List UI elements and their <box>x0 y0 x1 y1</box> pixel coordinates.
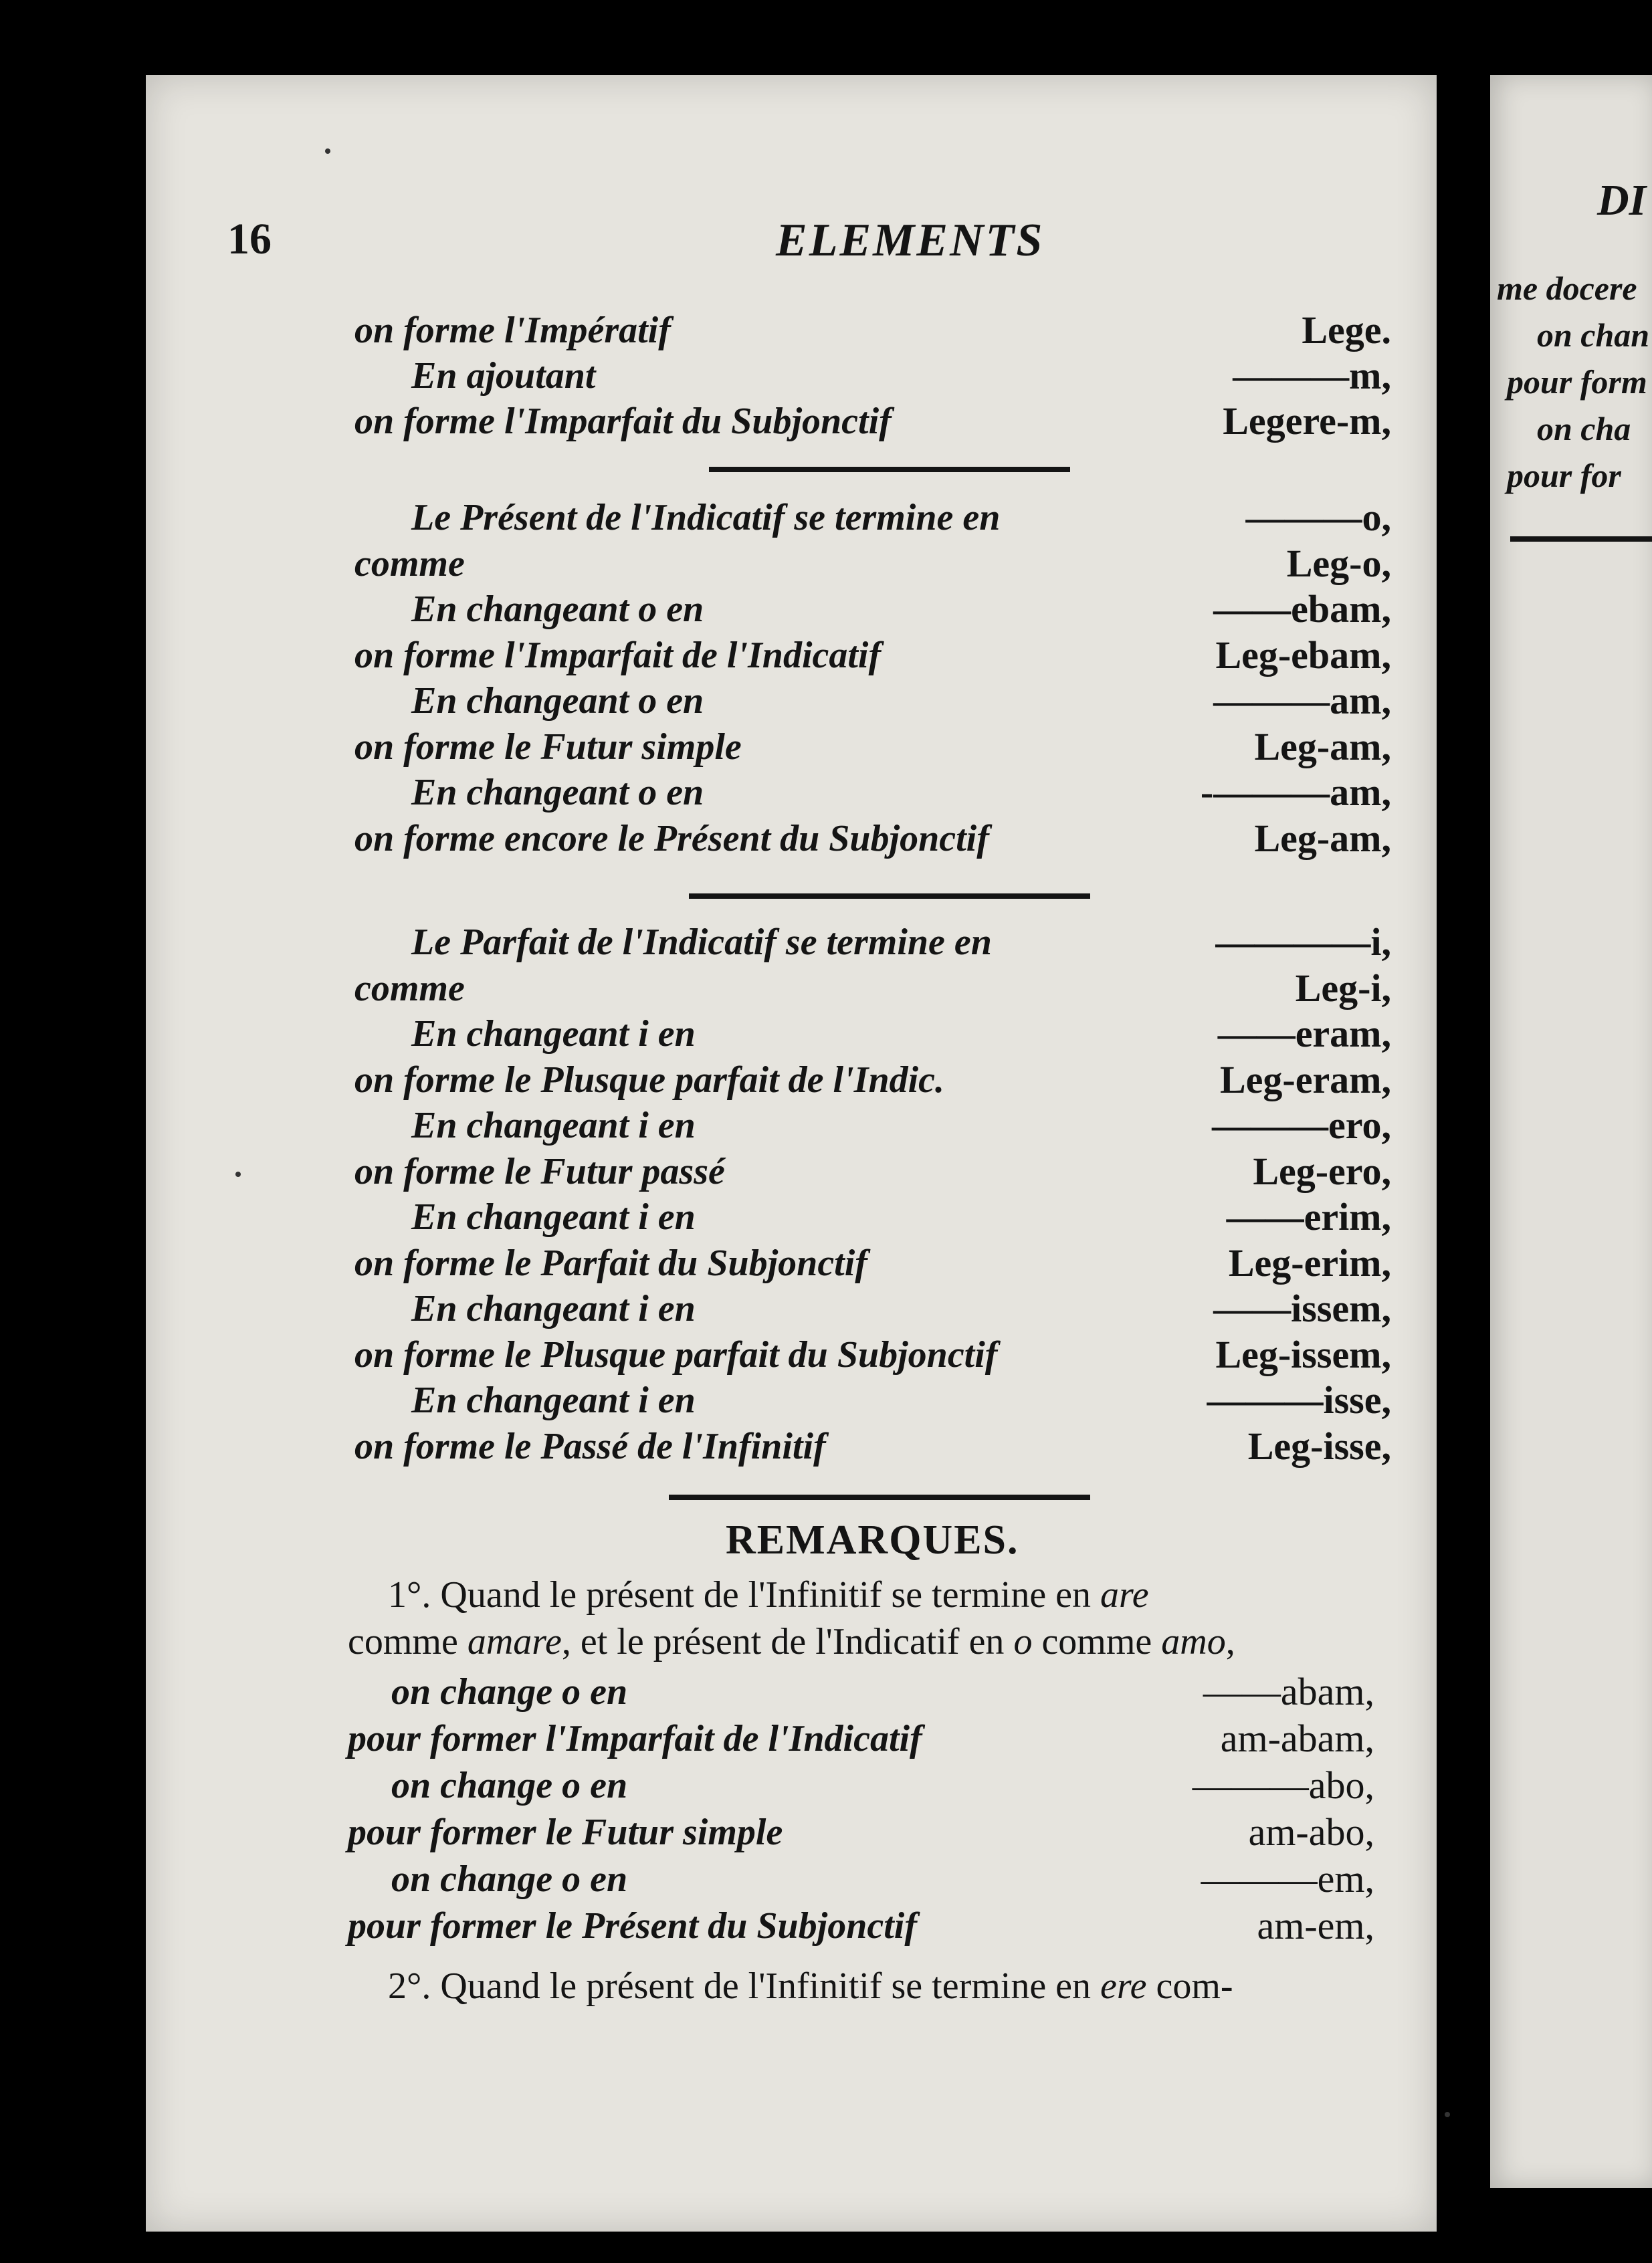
conjugation-form: ——issem, <box>1213 1287 1391 1330</box>
conjugation-line <box>354 1010 1391 1058</box>
book-page-right-facing <box>1490 75 1652 2188</box>
facing-page-line: on chan <box>1537 316 1650 354</box>
remarque-form: ——abam, <box>1203 1670 1374 1713</box>
conjugation-form: ———isse, <box>1207 1378 1391 1422</box>
remarque-label: pour former l'Imparfait de l'Indicatif <box>348 1718 922 1759</box>
conjugation-line <box>354 1239 1391 1287</box>
facing-page-line: me docere <box>1497 270 1637 307</box>
conjugation-label: En changeant o en <box>411 588 704 630</box>
remarque-form: ———abo, <box>1192 1763 1374 1807</box>
running-title: ELEMENTS <box>776 215 1045 266</box>
divider-rule-1 <box>709 467 1070 472</box>
conjugation-line <box>354 397 1391 445</box>
conjugation-form: Leg-am, <box>1254 816 1391 860</box>
conjugation-label: En changeant i en <box>411 1105 696 1146</box>
conjugation-form: Leg-erim, <box>1228 1241 1391 1285</box>
conjugation-label: on forme l'Imparfait du Subjonctif <box>354 401 892 442</box>
conjugation-form: Lege. <box>1302 308 1391 352</box>
conjugation-label: En changeant i en <box>411 1013 696 1055</box>
conjugation-line <box>354 306 1391 354</box>
divider-rule-3 <box>669 1495 1090 1500</box>
facing-page-title: DI <box>1597 176 1647 225</box>
conjugation-label: on forme le Parfait du Subjonctif <box>354 1242 867 1284</box>
remarque-label: on change o en <box>391 1765 628 1806</box>
facing-page-line: on cha <box>1537 410 1631 447</box>
conjugation-label: En changeant i en <box>411 1288 696 1329</box>
conjugation-line <box>354 1148 1391 1196</box>
conjugation-form: Leg-ebam, <box>1215 633 1391 677</box>
conjugation-line <box>354 1285 1391 1333</box>
conjugation-label: comme <box>354 542 465 584</box>
divider-rule-2 <box>689 893 1090 899</box>
conjugation-form: Leg-eram, <box>1219 1057 1391 1101</box>
conjugation-label: En changeant o en <box>411 680 704 722</box>
conjugation-line <box>354 352 1391 400</box>
conjugation-form: ——eram, <box>1217 1012 1391 1055</box>
conjugation-form: ——erim, <box>1226 1195 1391 1238</box>
conjugation-form: Legere-m, <box>1223 399 1391 443</box>
conjugation-line <box>354 768 1391 817</box>
conjugation-line <box>354 1331 1391 1379</box>
remarque-row <box>348 1715 1374 1763</box>
conjugation-label: En changeant i en <box>411 1196 696 1238</box>
conjugation-form: Leg-am, <box>1254 724 1391 768</box>
conjugation-line <box>354 631 1391 679</box>
conjugation-line <box>354 1376 1391 1424</box>
conjugation-label: on forme le Futur simple <box>354 726 742 768</box>
conjugation-form: -———am, <box>1200 770 1391 814</box>
remarque-1-line-2: comme amare, et le présent de l'Indicatif en o comme amo, <box>348 1621 1235 1662</box>
page-number: 16 <box>227 215 272 263</box>
conjugation-line <box>354 964 1391 1012</box>
remarque-form: am-em, <box>1257 1904 1374 1947</box>
remarque-label: pour former le Présent du Subjonctif <box>348 1905 917 1947</box>
conjugation-line <box>354 540 1391 588</box>
remarque-row <box>348 1808 1374 1856</box>
remarque-row <box>348 1668 1374 1716</box>
conjugation-form: Leg-issem, <box>1215 1332 1391 1376</box>
conjugation-line <box>354 1422 1391 1471</box>
conjugation-form: ————i, <box>1215 920 1391 964</box>
remarque-form: am-abo, <box>1248 1810 1374 1854</box>
conjugation-label: En changeant o en <box>411 772 704 813</box>
conjugation-label: En ajoutant <box>411 355 596 397</box>
conjugation-line <box>354 1056 1391 1104</box>
conjugation-form: Leg-i, <box>1295 966 1391 1010</box>
remarque-label: pour former le Futur simple <box>348 1812 783 1853</box>
page-header <box>227 214 1231 281</box>
facing-page-line: pour for <box>1507 457 1621 494</box>
conjugation-line <box>354 1193 1391 1241</box>
conjugation-label: on forme le Passé de l'Infinitif <box>354 1425 826 1467</box>
conjugation-form: ———o, <box>1245 496 1391 539</box>
conjugation-line <box>354 723 1391 771</box>
conjugation-label: on forme le Futur passé <box>354 1150 725 1192</box>
conjugation-form: Leg-o, <box>1286 541 1391 585</box>
conjugation-form: Leg-isse, <box>1247 1424 1391 1468</box>
facing-page-line: pour form <box>1507 363 1647 401</box>
conjugation-form: ———am, <box>1213 679 1391 722</box>
remarque-row <box>348 1761 1374 1810</box>
conjugation-line <box>354 918 1391 966</box>
remarque-form: am-abam, <box>1220 1717 1374 1760</box>
remarque-row <box>348 1855 1374 1903</box>
remarques-heading: REMARQUES. <box>726 1517 1019 1563</box>
conjugation-label: on forme l'Imparfait de l'Indicatif <box>354 634 882 676</box>
paper-speck <box>1445 2112 1450 2117</box>
conjugation-form: Leg-ero, <box>1253 1149 1391 1193</box>
conjugation-line <box>354 585 1391 633</box>
conjugation-label: on forme encore le Présent du Subjonctif <box>354 817 989 859</box>
conjugation-label: on forme le Plusque parfait du Subjonctif <box>354 1333 998 1376</box>
conjugation-line <box>354 494 1391 542</box>
paper-speck <box>325 148 330 154</box>
remarque-1-line-1: 1°. Quand le présent de l'Infinitif se termine en are <box>388 1574 1149 1616</box>
conjugation-line <box>354 815 1391 863</box>
facing-page-rule <box>1510 536 1652 542</box>
conjugation-form: ———ero, <box>1212 1103 1391 1147</box>
remarque-row <box>348 1902 1374 1950</box>
conjugation-form: ——ebam, <box>1213 587 1391 631</box>
conjugation-line <box>354 677 1391 725</box>
conjugation-line <box>354 1101 1391 1150</box>
conjugation-label: on forme l'Impératif <box>354 310 671 351</box>
remarque-label: on change o en <box>391 1671 628 1713</box>
conjugation-label: Le Présent de l'Indicatif se termine en <box>411 497 1001 538</box>
remarque-label: on change o en <box>391 1858 628 1900</box>
paper-speck <box>235 1172 241 1177</box>
remarque-2-line-1: 2°. Quand le présent de l'Infinitif se termine en ere com- <box>388 1965 1233 2007</box>
conjugation-label: En changeant i en <box>411 1380 696 1421</box>
conjugation-label: comme <box>354 967 465 1009</box>
remarque-form: ———em, <box>1201 1857 1374 1901</box>
conjugation-label: Le Parfait de l'Indicatif se termine en <box>411 922 992 963</box>
conjugation-form: ———m, <box>1233 354 1391 397</box>
conjugation-label: on forme le Plusque parfait de l'Indic. <box>354 1059 944 1101</box>
